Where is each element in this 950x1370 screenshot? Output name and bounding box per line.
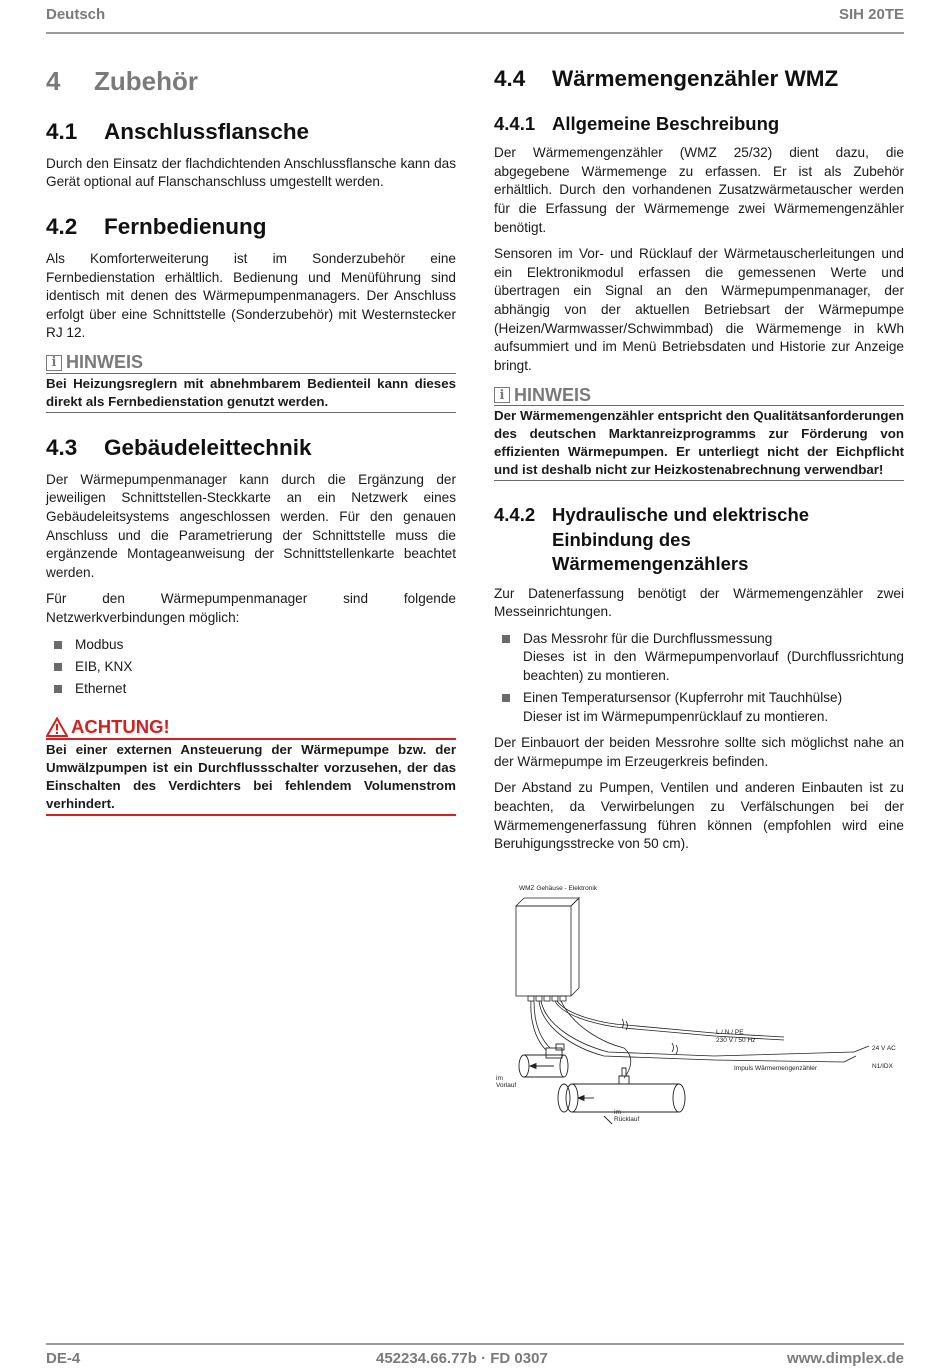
measurement-list xyxy=(494,630,904,726)
right-column xyxy=(494,66,904,862)
footer-rule xyxy=(46,1343,904,1345)
cable-glands xyxy=(528,996,566,1001)
wmz-installation-diagram xyxy=(494,878,904,1128)
section-4-3-text: Der Wärmepumpenmanager kann durch die Ergänzung der jeweiligen Schnittstellen-Steckkarte an ein Netzwerk eines Gebäudeleitsystems angeschlossen werden. Für den genauen Anschluss und die Parametrierung der Schnittstelle muss die ergänzende Montageanweisung der Schnittstellenkarte beachtet werden. xyxy=(46,471,456,580)
section-4-4-1-title: 4.4.1 Allgemeine Beschreibung xyxy=(494,112,780,134)
info-icon: i xyxy=(46,355,62,371)
section-4-4-title: 4.4 Wärmemengenzähler WMZ xyxy=(494,66,839,91)
list-item: Einen Temperatursensor (Kupferrohr mit Tauchhülse) Dieser ist im Wärmepumpenrücklauf zu montieren. xyxy=(494,689,904,726)
section-4-4-2-text-3: Der Abstand zu Pumpen, Ventilen und anderen Einbauten ist zu beachten, da Verwirbelungen zu Verfälschungen bei der Wärmemengenerfassung führen können (empfohlen wird eine Beruhigungsstrecke von 50 cm). xyxy=(494,780,904,852)
section-4-2-title: 4.2 Fernbedienung xyxy=(46,214,267,240)
cables xyxy=(531,1001,869,1078)
hinweis-text: Bei Heizungsreglern mit abnehmbarem Bedienteil kann dieses direkt als Fernbedienstation genutzt werden. xyxy=(46,373,456,413)
hinweis-notice-1 xyxy=(46,353,456,413)
list-item: Das Messrohr für die Durchflussmessung Dieses ist in den Wärmepumpenvorlauf (Durchflussrichtung beachten) zu montieren. xyxy=(494,630,904,686)
housing-label: WMZ Gehäuse - Elektronik xyxy=(519,885,598,892)
flow-meter xyxy=(519,1044,568,1077)
achtung-warning xyxy=(46,716,456,816)
footer-website: www.dimplex.de xyxy=(787,1350,904,1367)
left-column xyxy=(46,66,456,838)
section-4-4-2-text: Zur Datenerfassung benötigt der Wärmemengenzähler zwei Messeinrichtungen. xyxy=(494,585,904,620)
power-label-1: L / N / PE xyxy=(716,1029,744,1036)
section-4-2-text: Als Komforterweiterung ist im Sonderzubehör eine Fernbedienstation erhältlich. Bedienung und Menüführung sind identisch mit denen des Wärmepumpenmanagers. Der Anschluss erfolgt über eine Schnittstelle (Sonderzubehör) mit Westernstecker RJ 12. xyxy=(46,250,456,341)
section-4-1-text: Durch den Einsatz der flachdichtenden Anschlussflansche kann das Gerät optional auf Flanschanschluss umgestellt werden. xyxy=(46,155,456,190)
header-language: Deutsch xyxy=(46,6,106,23)
section-4-4-2-title: 4.4.2 Hydraulische und elektrische Einbindung des Wärmemengenzählers xyxy=(494,504,810,575)
ruecklauf-label-1: im xyxy=(614,1109,621,1116)
wmz-housing xyxy=(516,898,579,996)
info-icon: i xyxy=(494,387,510,403)
list-item: Ethernet xyxy=(46,680,456,699)
footer-document-id: 452234.66.77b · FD 0307 xyxy=(376,1350,548,1367)
ruecklauf-label-2: Rücklauf xyxy=(614,1116,640,1123)
network-list xyxy=(46,636,456,699)
hinweis-label: HINWEIS xyxy=(514,384,592,405)
header-rule xyxy=(46,32,904,34)
ac-label: 24 V AC xyxy=(872,1045,896,1052)
break-marks xyxy=(622,1019,678,1054)
hinweis-text: Der Wärmemengenzähler entspricht den Qualitätsanforderungen des deutschen Marktanreizprogramms zur Förderung von effizienten Wärmepumpen. Er unterliegt nicht der Eichpflicht und ist deshalb nicht zur Heizkostenabrechnung verwendbar! xyxy=(494,405,904,481)
achtung-label: ACHTUNG! xyxy=(71,716,170,738)
list-item: EIB, KNX xyxy=(46,658,456,677)
power-label-2: 230 V / 50 Hz xyxy=(716,1037,756,1044)
impuls-label: Impuls Wärmemengenzähler xyxy=(734,1065,818,1072)
section-4-3-text-2: Für den Wärmepumpenmanager sind folgende Netzwerkverbindungen möglich: xyxy=(46,591,456,625)
n1-label: N1/IDX xyxy=(872,1063,893,1070)
footer-page-number: DE-4 xyxy=(46,1350,81,1367)
list-item: Modbus xyxy=(46,636,456,655)
section-4-4-1-text: Der Wärmemengenzähler (WMZ 25/32) dient dazu, die abgegebene Wärmemenge zu erfassen. Er ist als Zubehör erhältlich. Durch den vorhandenen Zusatzwärmetauscher werden für die Erfassung der Wärmemenge zwei Wärmemengenzähler benötigt. xyxy=(494,145,904,235)
vorlauf-label-2: Vorlauf xyxy=(496,1082,517,1089)
header-model: SIH 20TE xyxy=(838,6,904,23)
section-4-3-title: 4.3 Gebäudeleittechnik xyxy=(46,434,312,460)
achtung-text: Bei einer externen Ansteuerung der Wärmepumpe bzw. der Umwälzpumpen ist ein Durchflussschalter vorzusehen, der das Einschalten des Verdichters bei fehlendem Volumenstrom verhindert. xyxy=(46,738,456,816)
chapter-title: 4 Zubehör xyxy=(46,66,198,96)
vorlauf-label-1: im xyxy=(496,1075,503,1082)
hinweis-notice-2 xyxy=(494,385,904,481)
hinweis-label: HINWEIS xyxy=(66,352,144,373)
section-4-4-1-text-2: Sensoren im Vor- und Rücklauf der Wärmetauscherleitungen und ein Elektronikmodul erfassen die gemessenen Werte und übertragen ein Signal an den Wärmepumpenmanager, der abhängig von der aktuellen Betriebsart der Wärmepumpe (Heizen/Warmwasser/Schwimmbad) die Wärmemenge in kWh aufsummiert und im Menü Betriebsdaten und Historie zur Anzeige bringt. xyxy=(494,246,904,373)
section-4-4-2-text-2: Der Einbauort der beiden Messrohre sollte sich möglichst nahe an der Wärmepumpe im Erzeugerkreis befinden. xyxy=(494,735,904,769)
section-4-1-title: 4.1 Anschlussflansche xyxy=(46,119,310,144)
warning-icon xyxy=(46,717,68,737)
